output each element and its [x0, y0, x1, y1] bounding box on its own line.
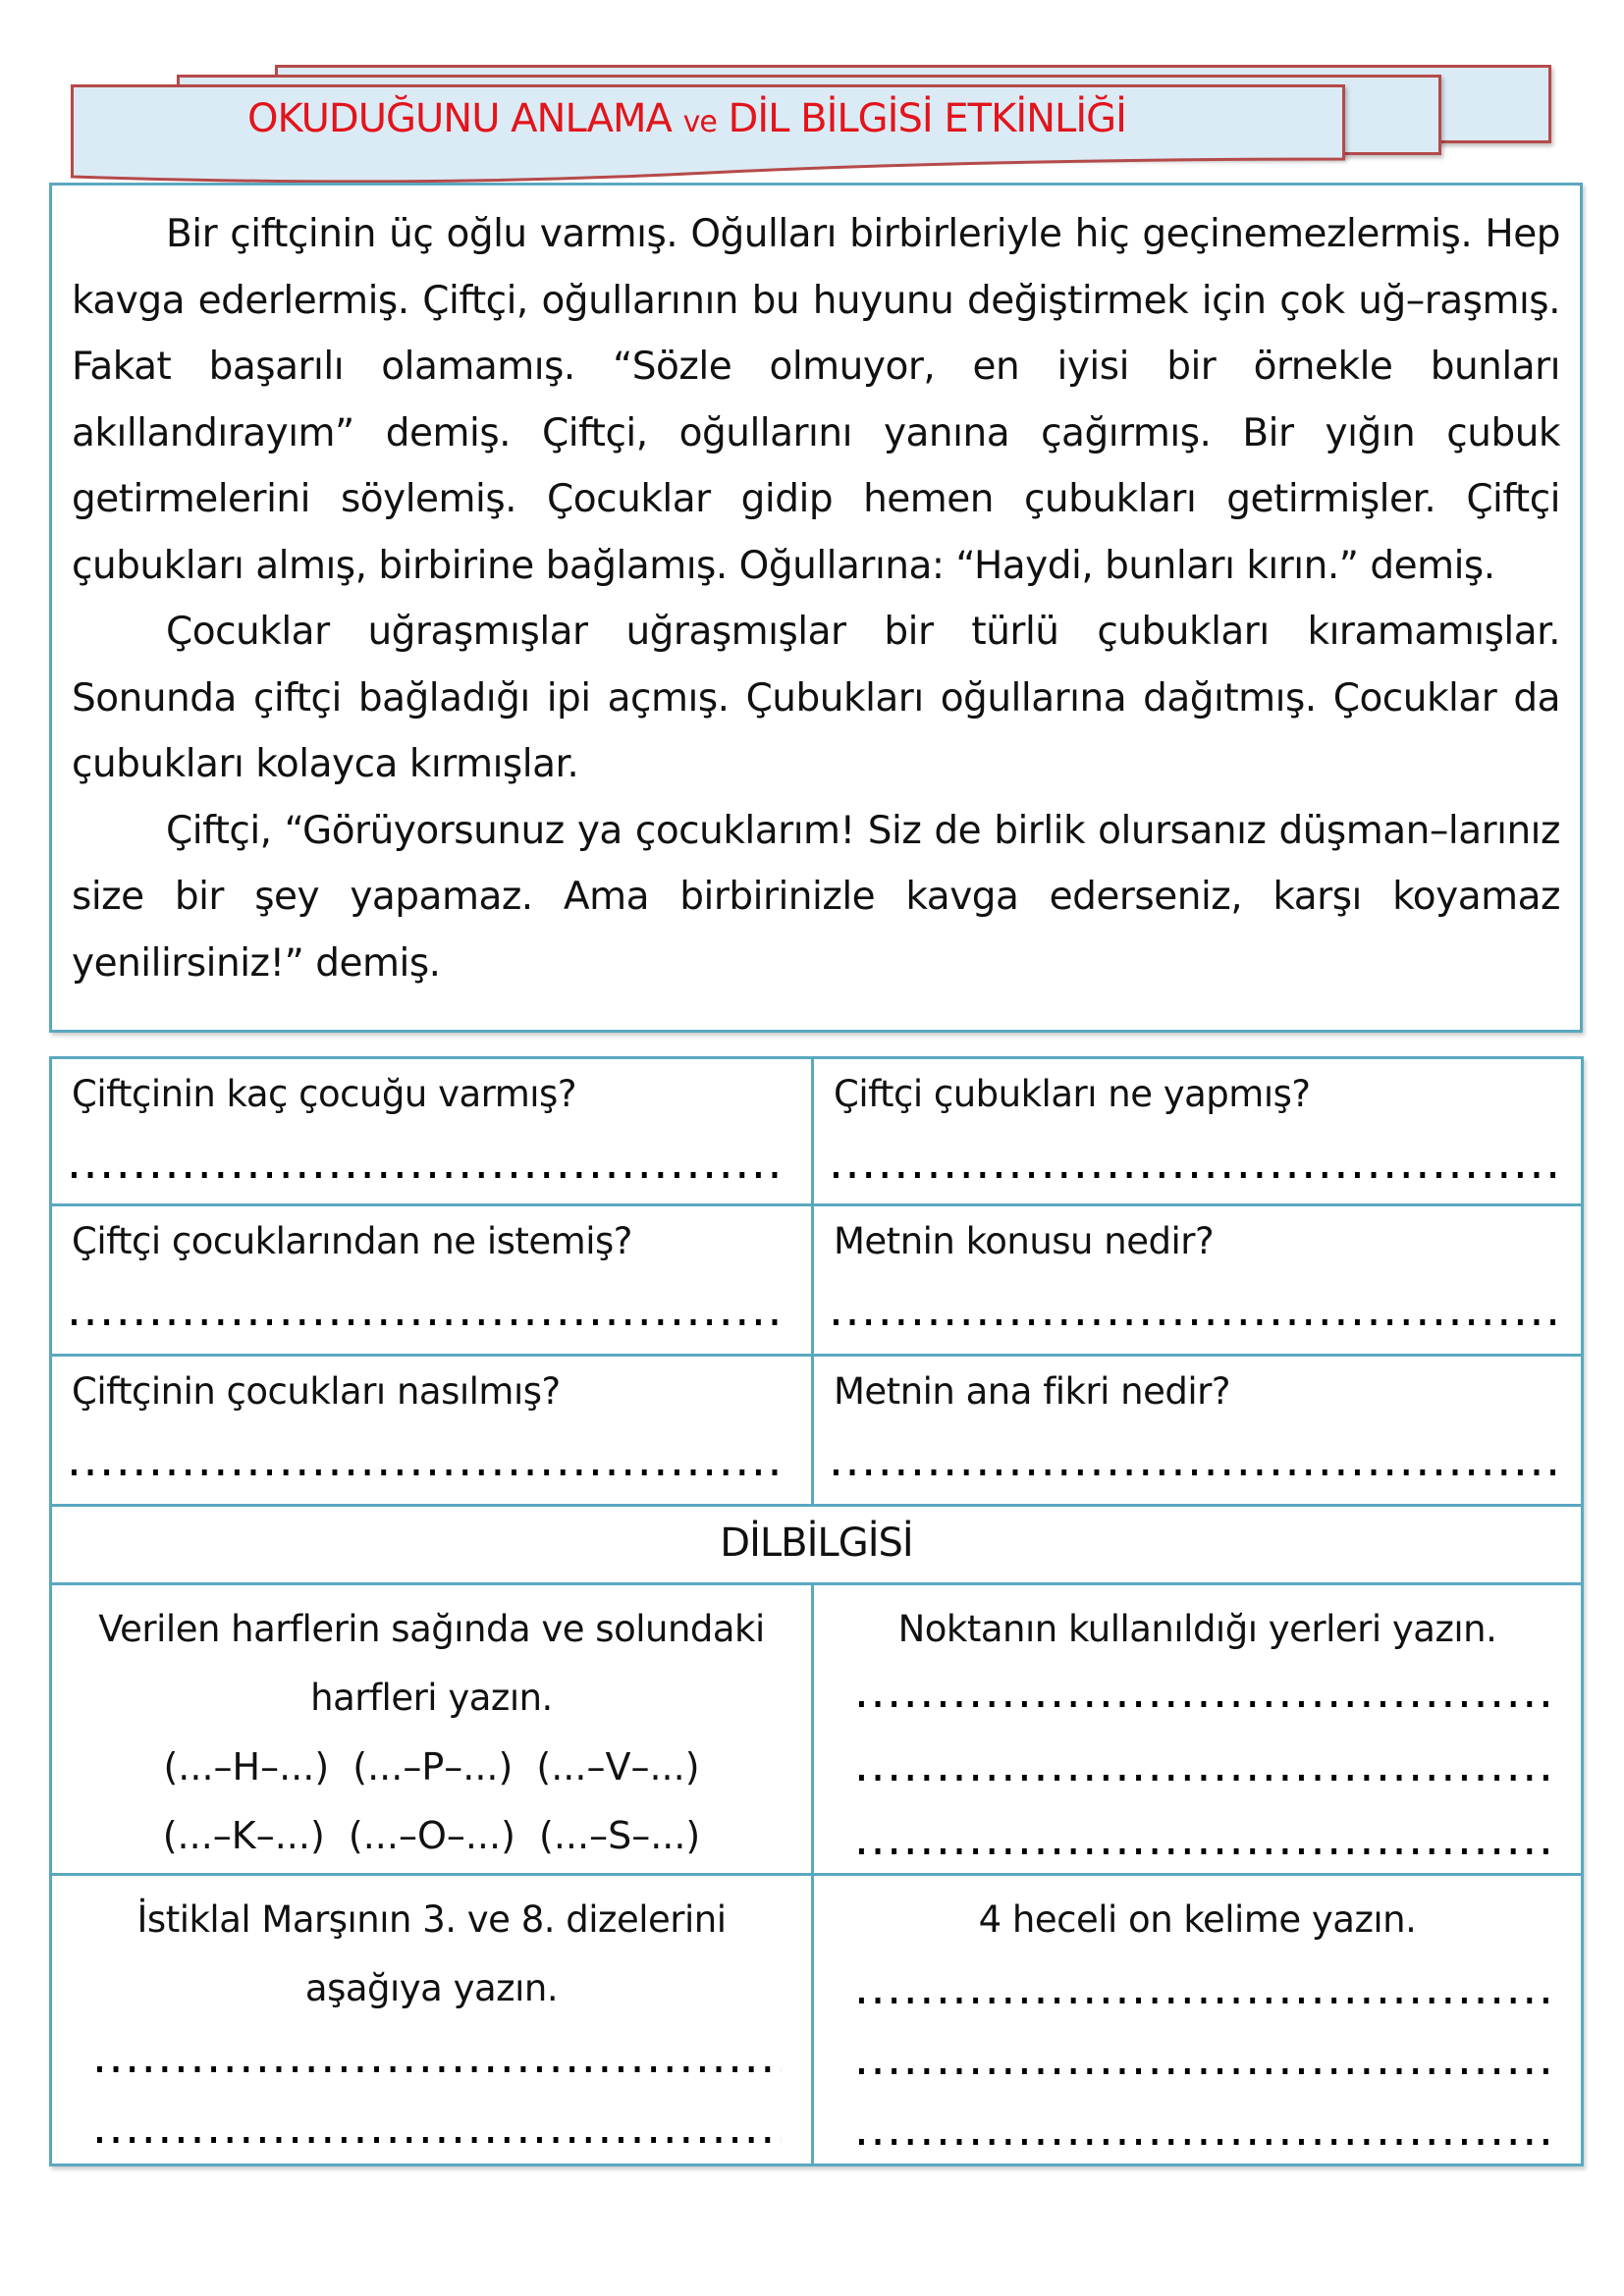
anthem-task-instruction: İstiklal Marşının 3. ve 8. dizelerini aşağıya yazın.: [136, 1898, 727, 2009]
answer-line[interactable]: [834, 1318, 1555, 1326]
question-text: Çiftçi çubukları ne yapmış?: [834, 1073, 1311, 1115]
question-row: [49, 1206, 1584, 1357]
story-box: [49, 183, 1583, 1033]
question-text: Çiftçinin kaç çocuğu varmış?: [72, 1073, 576, 1115]
letters-task-instruction: Verilen harflerin sağında ve solundaki harfleri yazın.: [98, 1608, 765, 1719]
answer-line[interactable]: [72, 1171, 785, 1179]
question-cell: [814, 1357, 1584, 1507]
question-text: Çiftçinin çocukları nasılmış?: [72, 1370, 561, 1413]
answer-line[interactable]: [859, 2139, 1551, 2147]
answer-line[interactable]: [72, 1468, 785, 1476]
period-task-instruction: Noktanın kullanıldığı yerleri yazın.: [897, 1608, 1497, 1650]
answer-line[interactable]: [72, 1318, 785, 1326]
banner-wave-edge: [71, 155, 1345, 185]
letter-pattern[interactable]: (...–V–...): [536, 1745, 700, 1789]
letter-pattern-row: [74, 1801, 789, 1870]
question-text: Metnin konusu nedir?: [834, 1220, 1215, 1262]
letter-pattern[interactable]: (...–H–...): [163, 1745, 330, 1789]
question-cell: [49, 1357, 814, 1507]
answer-line[interactable]: [834, 1171, 1555, 1179]
question-text: Çiftçi çocuklarından ne istemiş?: [72, 1220, 632, 1262]
page-title: [247, 96, 1126, 141]
question-row: [49, 1357, 1584, 1507]
grammar-row: [49, 1585, 1584, 1876]
anthem-task-cell: [49, 1876, 814, 2166]
story-paragraph-2: Çocuklar uğraşmışlar uğraşmışlar bir türlü çubukları kıramamışlar. Sonunda çiftçi bağladığı ipi açmış. Çubukları oğullarına dağıtmış. Çocuklar da çubukları kolayca kırmışlar.: [72, 610, 1560, 786]
question-cell: [49, 1206, 814, 1357]
syllable-task-instruction: 4 heceli on kelime yazın.: [978, 1898, 1417, 1941]
answer-line[interactable]: [834, 1468, 1555, 1476]
worksheet-grid: [49, 1056, 1584, 2166]
title-ve: ve: [682, 105, 717, 139]
grammar-row: [49, 1876, 1584, 2166]
question-cell: [814, 1056, 1584, 1206]
syllable-task-cell: [814, 1876, 1584, 2166]
grammar-heading: DİLBİLGİSİ: [49, 1507, 1584, 1585]
letter-pattern[interactable]: (...–S–...): [539, 1814, 701, 1857]
answer-line[interactable]: [97, 2066, 782, 2074]
letter-pattern[interactable]: (...–P–...): [352, 1745, 514, 1789]
letter-pattern[interactable]: (...–K–...): [162, 1814, 325, 1857]
question-row: [49, 1056, 1584, 1206]
title-part-1: OKUDUĞUNU ANLAMA: [247, 96, 683, 141]
question-cell: [49, 1056, 814, 1206]
story-paragraph-1: Bir çiftçinin üç oğlu varmış. Oğulları birbirleriyle hiç geçinemezlermiş. Hep kavga ederlermiş. Çiftçi, oğullarının bu huyunu değiştirmek için çok uğ–raşmış. Fakat başarılı olamamış. “Sözle olmuyor, en iyisi bir örnekle bunları akıllandırayım” demiş. Çiftçi, oğullarını yanına çağırmış. Bir yığın çubuk getirmelerini söylemiş. Çocuklar gidip hemen çubukları getirmişler. Çiftçi çubukları almış, birbirine bağlamış. Oğullarına: “Haydi, bunları kırın.” demiş.: [72, 212, 1560, 588]
answer-line[interactable]: [859, 1998, 1551, 2005]
period-task-cell: [814, 1585, 1584, 1876]
letter-pattern[interactable]: (...–O–...): [348, 1814, 515, 1857]
question-cell: [814, 1206, 1584, 1357]
grammar-heading-row: [49, 1507, 1584, 1585]
letter-pattern-row: [74, 1733, 789, 1801]
title-part-2: DİL BİLGİSİ ETKİNLİĞİ: [716, 96, 1126, 141]
answer-line[interactable]: [859, 1848, 1551, 1856]
answer-line[interactable]: [859, 1701, 1551, 1709]
question-text: Metnin ana fikri nedir?: [834, 1370, 1231, 1413]
letters-task-cell: [49, 1585, 814, 1876]
story-paragraph-3: Çiftçi, “Görüyorsunuz ya çocuklarım! Siz de birlik olursanız düşman–larınız size bir şey yapamaz. Ama birbirinizle kavga ederseniz, karşı koyamaz yenilirsiniz!” demiş.: [72, 808, 1560, 986]
answer-line[interactable]: [859, 1775, 1551, 1783]
answer-line[interactable]: [97, 2137, 782, 2145]
answer-line[interactable]: [859, 2068, 1551, 2076]
